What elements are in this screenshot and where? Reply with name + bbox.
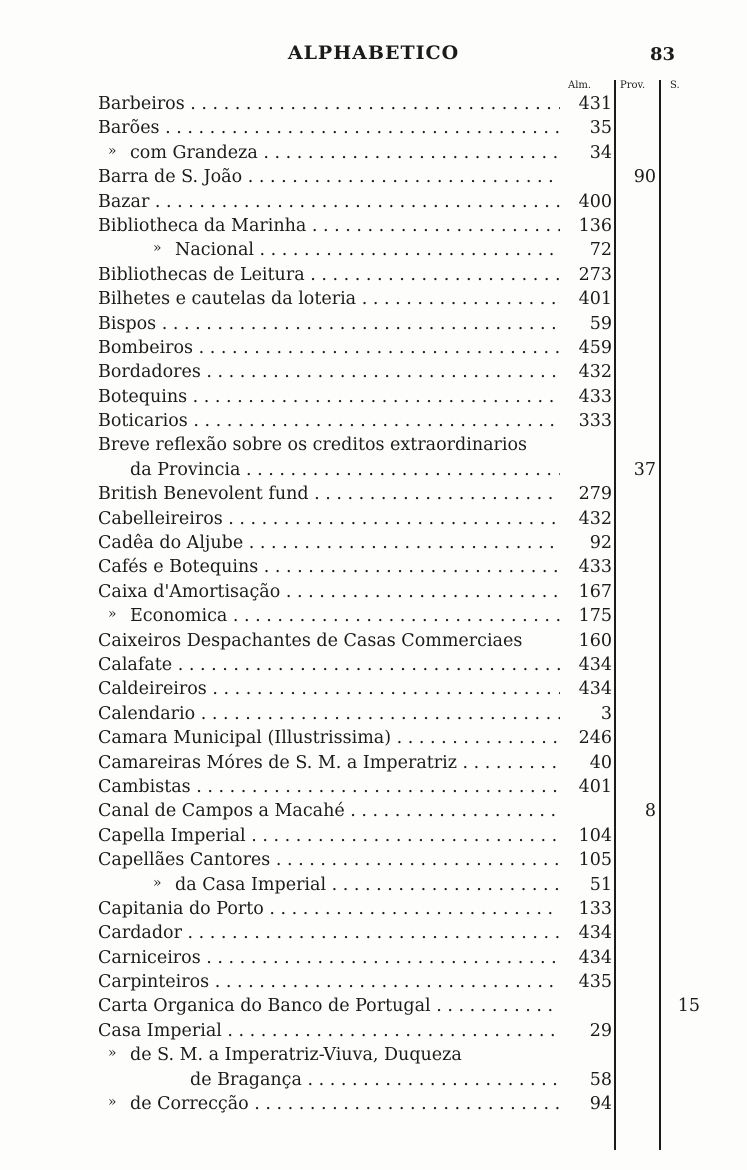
entry-alm-page: 400: [578, 191, 612, 212]
ditto-mark: »: [108, 142, 117, 159]
index-entry: [0, 775, 747, 799]
index-entry: [0, 994, 747, 1018]
index-entry: [0, 824, 747, 848]
index-entry: [0, 312, 747, 336]
index-entry: [0, 1092, 747, 1116]
entry-label: Caixa d'Amortisação . . .: [98, 582, 560, 602]
entry-label: Calafate . . .: [98, 655, 560, 675]
entry-prov-page: 90: [633, 167, 656, 188]
entry-label: Bilhetes e cautelas da loteria . . .: [98, 289, 560, 309]
index-entry: [0, 287, 747, 311]
index-entry: [0, 702, 747, 726]
entry-alm-page: 136: [578, 215, 612, 236]
index-entry: [0, 848, 747, 872]
entry-label: Bordadores . . .: [98, 362, 560, 382]
index-entry: [0, 92, 747, 116]
index-entry: [0, 653, 747, 677]
entry-alm-page: 434: [578, 679, 612, 700]
entry-label: Cabelleireiros . . .: [98, 509, 560, 529]
entry-alm-page: 133: [578, 898, 612, 919]
entry-alm-page: 105: [578, 850, 612, 871]
entry-label: Nacional . . .: [175, 240, 560, 260]
entry-label: Barões . . .: [98, 118, 560, 138]
entry-alm-page: 333: [578, 411, 612, 432]
entry-alm-page: 94: [589, 1094, 612, 1115]
index-entry: [0, 629, 747, 653]
entry-alm-page: 58: [589, 1069, 612, 1090]
entry-label: Carniceiros . . .: [98, 948, 560, 968]
entry-s-page: 15: [677, 996, 700, 1017]
entry-label: Bibliotheca da Marinha . . .: [98, 216, 560, 236]
entry-label: Calendario . . .: [98, 704, 560, 724]
index-entry: [0, 507, 747, 531]
index-entry: [0, 214, 747, 238]
entry-label: Capitania do Porto . . .: [98, 899, 560, 919]
column-header-s: S.: [670, 80, 680, 91]
page-title: ALPHABETICO: [287, 42, 460, 64]
entry-label: de Bragança . . .: [190, 1070, 560, 1090]
entry-label: Barra de S. João . . .: [98, 167, 560, 187]
entry-label: Bibliothecas de Leitura . . .: [98, 265, 560, 285]
entry-alm-page: 433: [578, 386, 612, 407]
ditto-mark: »: [153, 240, 162, 257]
entry-alm-page: 104: [578, 825, 612, 846]
entry-alm-page: 459: [578, 337, 612, 358]
entry-label: Breve reflexão sobre os creditos extraordinarios: [98, 435, 527, 456]
entry-label: Bombeiros . . .: [98, 338, 560, 358]
entry-alm-page: 432: [578, 508, 612, 529]
index-entry: [0, 263, 747, 287]
index-entry: [0, 946, 747, 970]
entry-label: Caldeireiros . . .: [98, 679, 560, 699]
entry-label: British Benevolent fund . . .: [98, 484, 560, 504]
entry-label: da Provincia . . .: [130, 460, 560, 480]
entry-alm-page: 434: [578, 947, 612, 968]
index-entry: [0, 458, 747, 482]
index-entry: [0, 677, 747, 701]
entry-alm-page: 92: [589, 533, 612, 554]
entry-label: Economica . . .: [130, 606, 560, 626]
index-entry: [0, 726, 747, 750]
entry-label: Camareiras Móres de S. M. a Imperatriz . . .: [98, 753, 560, 773]
index-entry: [0, 873, 747, 897]
page-number: 83: [650, 44, 676, 65]
index-entry: [0, 482, 747, 506]
entry-label: Caixeiros Despachantes de Casas Commerciaes: [98, 630, 523, 651]
entry-alm-page: 431: [578, 94, 612, 114]
entry-label: Bispos . . .: [98, 314, 560, 334]
entry-alm-page: 434: [578, 923, 612, 944]
index-entry: [0, 555, 747, 579]
entry-label: de Correcção . . .: [130, 1094, 560, 1114]
entry-alm-page: 433: [578, 557, 612, 578]
entry-prov-page: 8: [644, 801, 656, 822]
index-entry: [0, 336, 747, 360]
entry-label: Cardador . . .: [98, 923, 560, 943]
entry-label: Casa Imperial . . .: [98, 1021, 560, 1041]
index-entry: [0, 580, 747, 604]
entry-alm-page: 3: [600, 703, 612, 724]
index-entry: [0, 116, 747, 140]
index-list: [0, 92, 747, 1116]
ditto-mark: »: [108, 1094, 117, 1111]
index-entry: [0, 1068, 747, 1092]
entry-label: Cambistas . . .: [98, 777, 560, 797]
entry-label: de S. M. a Imperatriz-Viuva, Duqueza: [130, 1045, 462, 1066]
entry-alm-page: 246: [578, 728, 612, 749]
entry-label: Barbeiros . . .: [98, 94, 560, 114]
entry-alm-page: 72: [589, 240, 612, 261]
entry-alm-page: 40: [589, 752, 612, 773]
entry-label: Capella Imperial . . .: [98, 826, 560, 846]
index-entry: [0, 1043, 747, 1067]
index-entry: [0, 165, 747, 189]
entry-label: Boticarios . . .: [98, 411, 560, 431]
index-entry: [0, 799, 747, 823]
index-entry: [0, 360, 747, 384]
entry-label: Carta Organica do Banco de Portugal . . .: [98, 996, 560, 1016]
index-entry: [0, 433, 747, 457]
entry-alm-page: 401: [578, 289, 612, 310]
entry-label: Bazar . . .: [98, 192, 560, 212]
entry-alm-page: 167: [578, 581, 612, 602]
index-entry: [0, 531, 747, 555]
entry-alm-page: 273: [578, 264, 612, 285]
entry-alm-page: 59: [589, 313, 612, 334]
index-entry: [0, 385, 747, 409]
ditto-mark: »: [153, 874, 162, 891]
entry-alm-page: 432: [578, 362, 612, 383]
index-entry: [0, 409, 747, 433]
index-entry: [0, 897, 747, 921]
ditto-mark: »: [108, 1045, 117, 1062]
entry-label: Carpinteiros . . .: [98, 972, 560, 992]
entry-label: com Grandeza . . .: [130, 143, 560, 163]
entry-label: Capellães Cantores . . .: [98, 850, 560, 870]
column-header-prov: Prov.: [620, 80, 646, 91]
entry-label: Cadêa do Aljube . . .: [98, 533, 560, 553]
entry-alm-page: 29: [589, 1020, 612, 1041]
entry-label: Cafés e Botequins . . .: [98, 557, 560, 577]
entry-alm-page: 160: [578, 630, 612, 651]
entry-alm-page: 35: [589, 118, 612, 139]
index-entry: [0, 970, 747, 994]
ditto-mark: »: [108, 606, 117, 623]
entry-alm-page: 175: [578, 606, 612, 627]
entry-label: Canal de Campos a Macahé . . .: [98, 801, 560, 821]
index-entry: [0, 604, 747, 628]
index-entry: [0, 238, 747, 262]
entry-alm-page: 51: [589, 874, 612, 895]
entry-alm-page: 434: [578, 654, 612, 675]
index-entry: [0, 190, 747, 214]
index-entry: [0, 141, 747, 165]
entry-alm-page: 435: [578, 972, 612, 993]
index-entry: [0, 921, 747, 945]
entry-alm-page: 401: [578, 776, 612, 797]
column-header-alm: Alm.: [568, 80, 592, 91]
entry-alm-page: 279: [578, 484, 612, 505]
entry-alm-page: 34: [589, 142, 612, 163]
entry-label: Botequins . . .: [98, 387, 560, 407]
index-entry: [0, 1019, 747, 1043]
entry-label: Camara Municipal (Illustrissima) . . .: [98, 728, 560, 748]
entry-label: da Casa Imperial . . .: [175, 875, 560, 895]
index-entry: [0, 751, 747, 775]
entry-prov-page: 37: [633, 459, 656, 480]
